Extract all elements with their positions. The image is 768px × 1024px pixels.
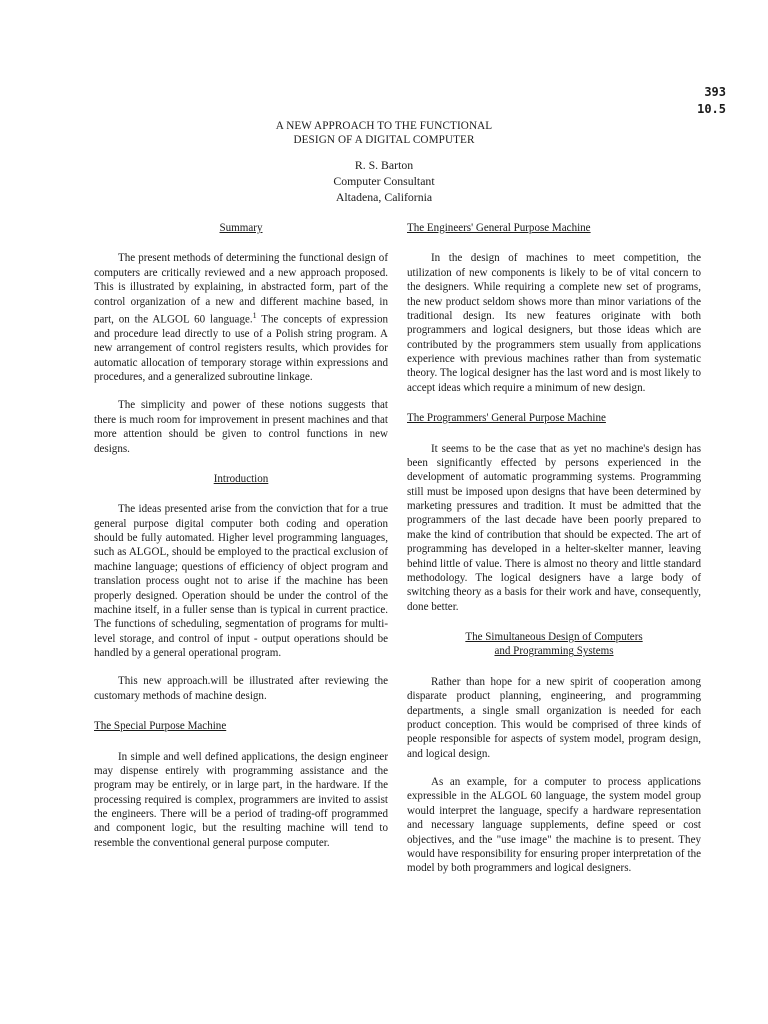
summary-heading: Summary bbox=[219, 222, 263, 234]
author-name: R. S. Barton bbox=[354, 158, 414, 172]
author-role: Computer Consultant bbox=[333, 174, 435, 188]
simultaneous-paragraph-1: Rather than hope for a new spirit of cooperation among disparate product planning, engineering, and programming departments, a single small organization is needed for each product conception. This would be comprised of three kinds of people responsible for aspects of system model, program design, and logical design. bbox=[407, 675, 701, 760]
simultaneous-heading-line-1: The Simultaneous Design of Computers bbox=[465, 631, 643, 643]
section-number: 10.5 bbox=[697, 102, 726, 116]
introduction-paragraph-1: The ideas presented arise from the conviction that for a true general purpose digital computer both coding and operation should be fully automated. Higher level programming languages, such as ALGOL, should be employed to the practical exclusion of machine language; questions of efficiency of object program and translation process ought not to arise if the machine has been properly designed. Operation should be under the control of the machine itself, in a fuller sense than is typical in current practice. The functions of scheduling, segmentation of programs for multi-level storage, and control of input - output operations should be handled by a general operational program. bbox=[94, 503, 388, 660]
programmers-paragraph: It seems to be the case that as yet no machine's design has been significantly effected by persons experienced in the development of automatic programming systems. Programming still must be imposed upon designs that have been determined by marketing pressures and tradition. It must be admitted that the programmers of the last decade have been poorly prepared to make the kind of contribution that should be expected. The art of programming has developed in a helter-skelter manner, leaving behind little of value. There is almost no theory and little standard methodology. The logical designers have a large body of switching theory as a basis for their work and have, consequently, done better. bbox=[407, 442, 701, 613]
special-purpose-heading: The Special Purpose Machine bbox=[94, 720, 227, 733]
left-column bbox=[94, 221, 388, 850]
introduction-heading: Introduction bbox=[213, 472, 269, 485]
paper-title bbox=[0, 119, 768, 147]
simultaneous-paragraph-2: As an example, for a computer to process applications expressible in the ALGOL 60 language, the system model group would interpret the language, specify a hardware representation and necessary language supplements, define speed or cost objectives, and the "use image" the machine is to present. They would have responsibility for ensuring proper interpretation of the model by both programmers and logical designers. bbox=[407, 776, 701, 875]
page-number-block bbox=[697, 84, 726, 118]
summary-paragraph-2: The simplicity and power of these notions suggests that there is much room for improvement in present machines and that more attention should be given to control functions in new designs. bbox=[94, 399, 388, 455]
author-block bbox=[0, 157, 768, 205]
engineers-heading: The Engineers' General Purpose Machine bbox=[407, 222, 591, 234]
footnote-marker: 1 bbox=[252, 310, 257, 320]
page-number: 393 bbox=[704, 85, 726, 99]
programmers-heading: The Programmers' General Purpose Machine bbox=[407, 412, 606, 425]
special-purpose-paragraph: In simple and well defined applications, the design engineer may dispense entirely with programming assistance and the program may be entirely, or in large part, in the hardware. If the processing required is complex, programmers are invited to assist the engineers. There will be a period of trading-off programmed and component logic, but the resulting machine will tend to resemble the conventional general purpose computer. bbox=[94, 750, 388, 849]
introduction-paragraph-2: This new approach.will be illustrated after reviewing the customary methods of machine design. bbox=[94, 675, 388, 702]
right-column bbox=[407, 221, 701, 876]
summary-paragraph-1: The present methods of determining the functional design of computers are critically reviewed and a new approach proposed. This is illustrated by explaining, in abstracted form, part of the control organization of a new and different machine based, in part, on the ALGOL 60 language.$^1$ The concepts of expression and procedure lead directly to use of a Polish string program. A new arrangement of control registers results, which provides for automatic allocation of temporary storage within expressions and procedures, and a generalized subroutine linkage. bbox=[94, 252, 388, 384]
title-line-1: A NEW APPROACH TO THE FUNCTIONAL bbox=[275, 120, 493, 132]
simultaneous-heading-line-2: and Programming Systems bbox=[494, 645, 614, 658]
title-line-2: DESIGN OF A DIGITAL COMPUTER bbox=[293, 134, 475, 146]
author-location: Altadena, California bbox=[335, 190, 433, 204]
engineers-paragraph: In the design of machines to meet competition, the utilization of new components is likely to be of vital concern to the designers. While requiring a complete new set of programs, the new product seldom shows more than minor variations of the traditional design. Its new features originate with both programmers and logical designers, but those ideas which are contributed by the programmers stem usually from applications experience with previous machines rather than from systematic theory. The logical designer has the last word and is most likely to accept ideas which require a minimum of new design. bbox=[407, 252, 701, 394]
